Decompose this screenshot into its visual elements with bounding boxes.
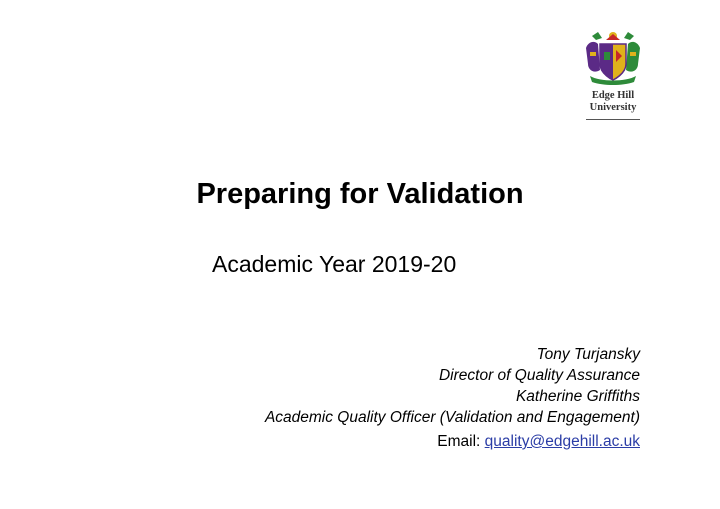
slide-title: Preparing for Validation bbox=[196, 178, 524, 210]
presenter-credits bbox=[265, 344, 640, 452]
email-link[interactable]: quality@edgehill.ac.uk bbox=[484, 433, 640, 450]
presenter-1-name: Tony Turjansky bbox=[536, 346, 640, 363]
slide-subtitle: Academic Year 2019-20 bbox=[212, 251, 457, 277]
logo-line-2: University bbox=[589, 102, 637, 113]
email-label: Email: bbox=[437, 433, 481, 450]
presenter-2-role: Academic Quality Officer (Validation and Engagement) bbox=[264, 409, 640, 426]
presenter-2-name: Katherine Griffiths bbox=[515, 388, 640, 405]
logo-line-1: Edge Hill bbox=[591, 90, 635, 101]
email-line bbox=[265, 431, 640, 452]
crest-icon bbox=[582, 30, 644, 90]
edge-hill-university-logo bbox=[582, 30, 644, 122]
logo-wordmark bbox=[582, 90, 644, 114]
presenter-1-role: Director of Quality Assurance bbox=[438, 367, 640, 384]
logo-underline bbox=[586, 119, 640, 120]
